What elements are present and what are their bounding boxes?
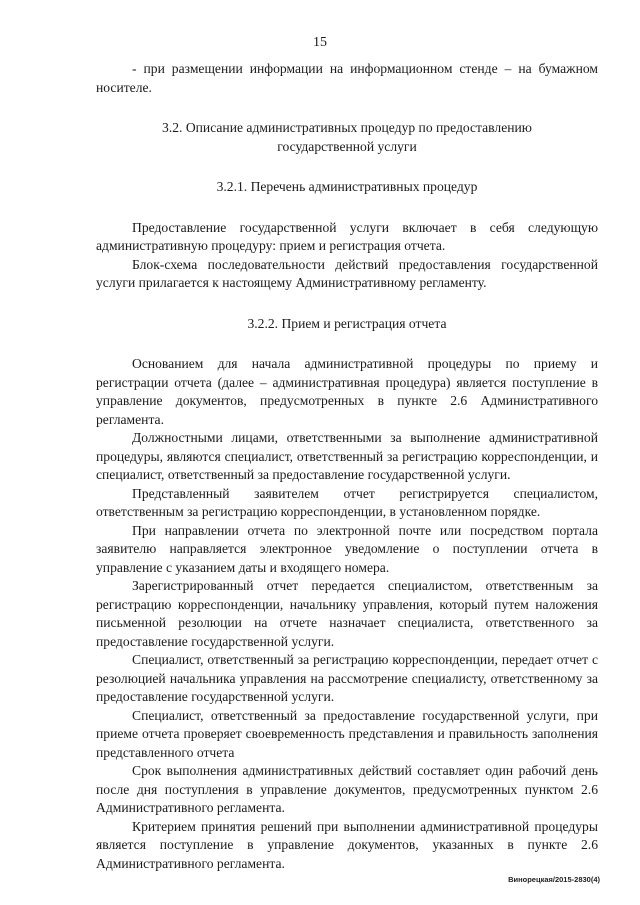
section-3-2-heading-line1: 3.2. Описание административных процедур по предоставлению	[162, 120, 532, 135]
paragraph-3-2-2-5: Зарегистрированный отчет передается специалистом, ответственным за регистрацию корреспонденции, начальнику управления, который путем наложения письменной резолюции на отчете назначает специалиста, ответственного за предоставление государственной услуги.	[96, 578, 598, 649]
section-3-2-2-heading: 3.2.2. Прием и регистрация отчета	[247, 315, 447, 331]
paragraph-3-2-2-9: Критерием принятия решений при выполнении административной процедуры является поступление в управление документов, указанных в пункте 2.6 Административного регламента.	[96, 818, 598, 871]
page-number: 15	[313, 35, 327, 50]
paragraph-3-2-2-1: Основанием для начала административной процедуры по приему и регистрации отчета (далее – административная процедура) является поступление в управление документов, предусмотренных в пункте 2.6 Административного регламента.	[96, 356, 598, 427]
section-3-2-1-heading: 3.2.1. Перечень административных процедур	[216, 179, 478, 194]
paragraph-3-2-2-2: Должностными лицами, ответственными за выполнение административной процедуры, являются специалист, ответственный за регистрацию корреспонденции, и специалист, ответственный за предоставление государственной услуги.	[96, 430, 598, 482]
paragraph-3-2-2-4: При направлении отчета по электронной почте или посредством портала заявителю направляется электронное уведомление о поступлении отчета в управление с указанием даты и входящего номера.	[96, 522, 598, 575]
paragraph-3-2-2-3: Представленный заявителем отчет регистрируется специалистом, ответственным за регистрацию корреспонденции, в установленном порядке.	[96, 485, 598, 519]
paragraph-3-2-1-2: Блок-схема последовательности действий предоставления государственной услуги прилагается к настоящему Административному регламенту.	[96, 256, 598, 290]
document-stamp: Винорецкая/2015-2830(4)	[508, 875, 600, 884]
section-3-2-heading-line2: государственной услуги	[277, 138, 417, 154]
paragraph-3-2-2-8: Срок выполнения административных действий составляет один рабочий день после дня поступления в управление документов, предусмотренных пунктом 2.6 Административного регламента.	[96, 763, 598, 815]
intro-paragraph: - при размещении информации на информационном стенде – на бумажном носителе.	[96, 61, 598, 95]
paragraph-3-2-1-1: Предоставление государственной услуги включает в себя следующую административную процедуру: прием и регистрация отчета.	[96, 219, 598, 253]
paragraph-3-2-2-7: Специалист, ответственный за предоставление государственной услуги, при приеме отчета проверяет своевременность представления и правильность заполнения представленного отчета	[96, 707, 598, 760]
paragraph-3-2-2-6: Специалист, ответственный за регистрацию корреспонденции, передает отчет с резолюцией начальника управления на рассмотрение специалисту, ответственному за предоставление государственной услуги.	[96, 652, 598, 704]
document-body	[96, 60, 598, 873]
